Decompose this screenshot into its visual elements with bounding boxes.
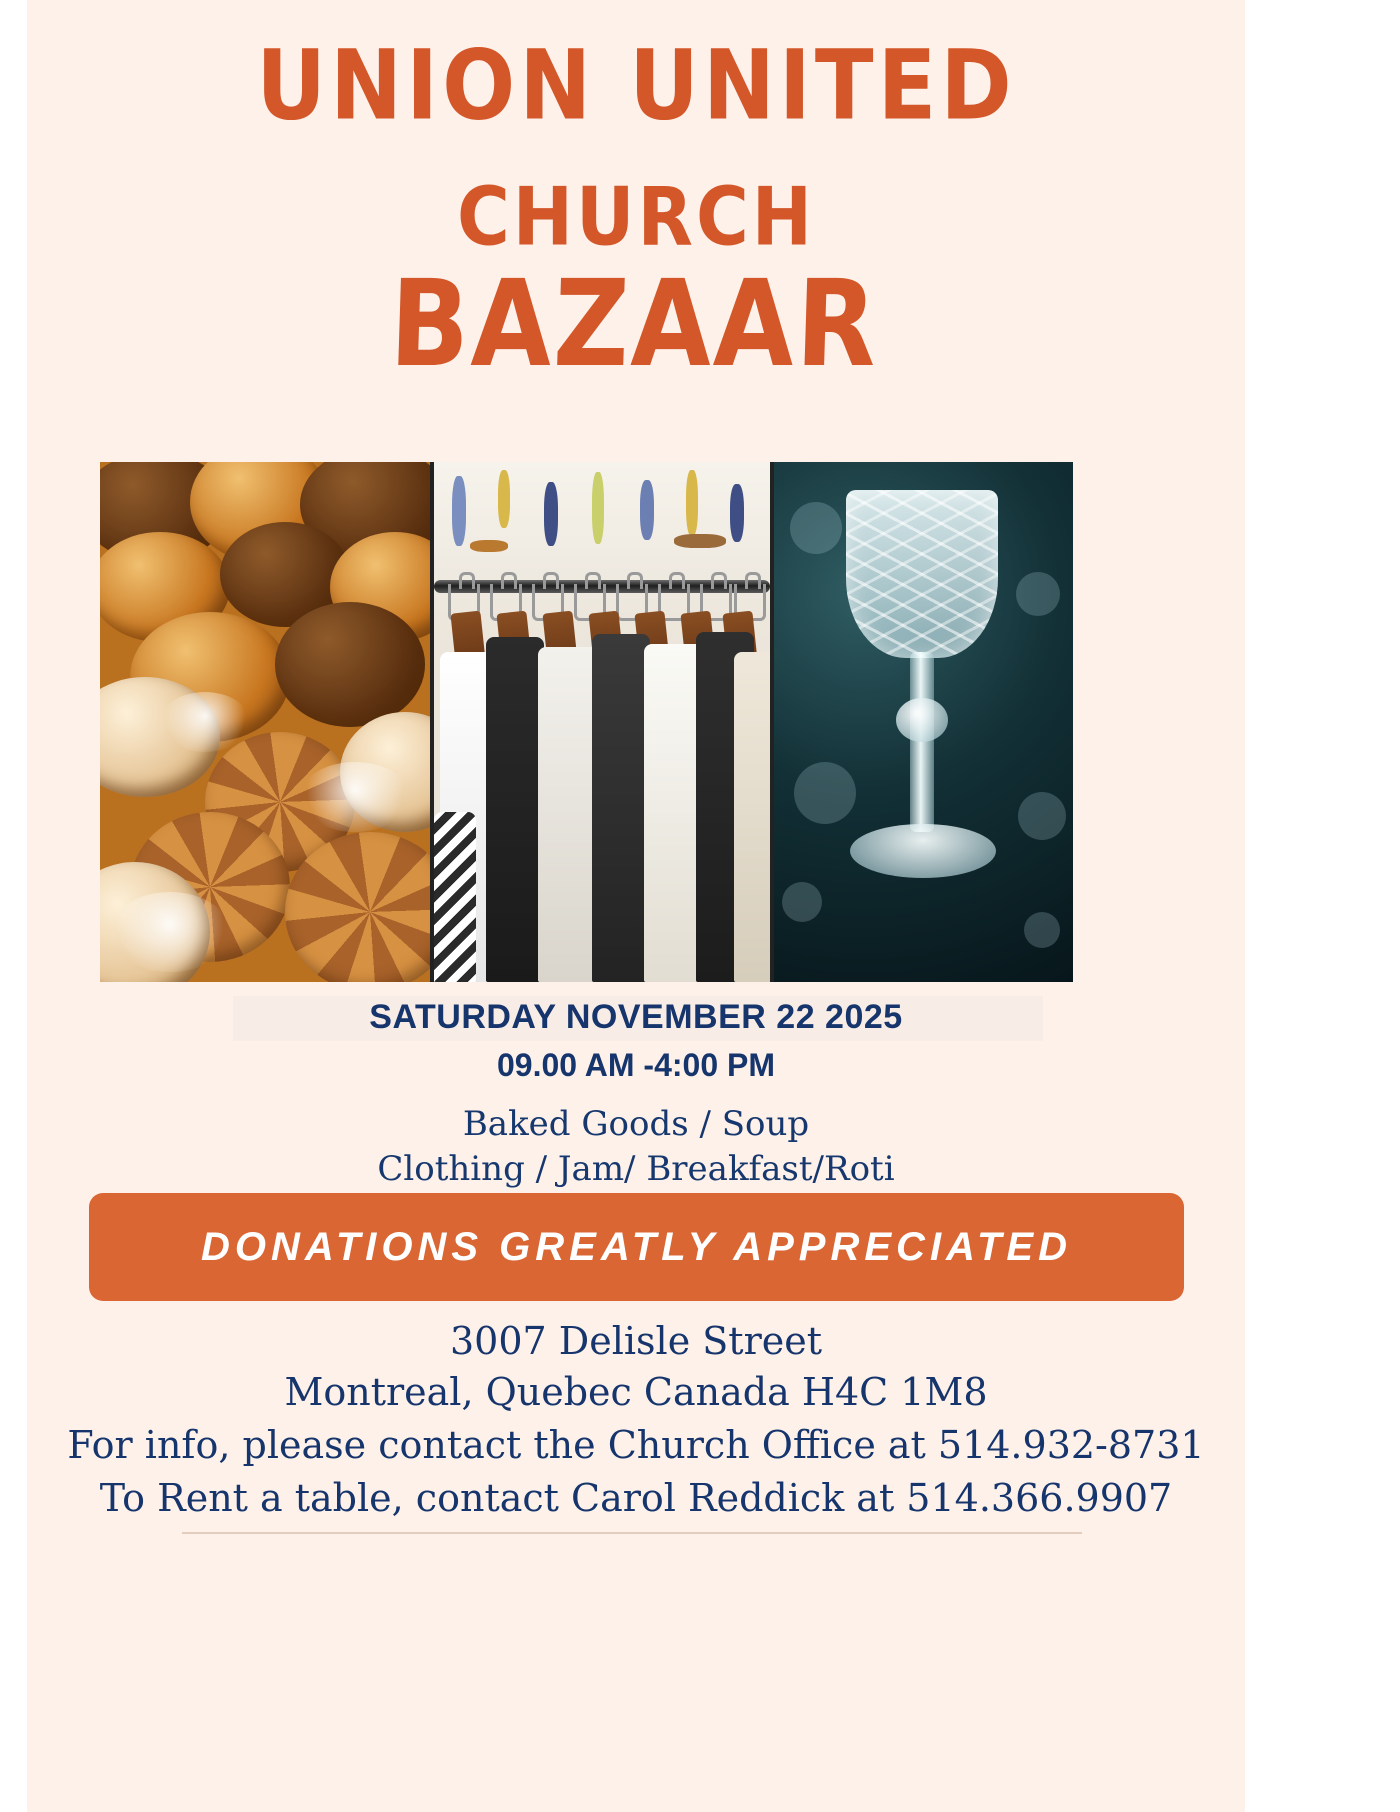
page-title-line-3: BAZAAR — [387, 253, 881, 394]
poster-canvas — [27, 0, 1245, 1812]
page-title-line-2: CHURCH — [456, 169, 816, 264]
address-city: Montreal, Quebec Canada H4C 1M8 — [284, 1369, 988, 1414]
event-items-line-1: Baked Goods / Soup — [462, 1104, 810, 1144]
page-title-line-1: UNION UNITED — [256, 30, 1016, 143]
event-items-line-2: Clothing / Jam/ Breakfast/Roti — [377, 1148, 895, 1189]
donations-banner-text: DONATIONS GREATLY APPRECIATED — [201, 1224, 1072, 1269]
footer-divider — [182, 1532, 1082, 1534]
event-date: SATURDAY NOVEMBER 22 2025 — [369, 998, 903, 1036]
event-details — [27, 998, 1245, 1192]
table-rental-line: To Rent a table, contact Carol Reddick at 514.366.9907 — [99, 1475, 1173, 1520]
contact-info-line: For info, please contact the Church Office at 514.932-8731 — [67, 1422, 1205, 1467]
poster-title-block — [27, 0, 1245, 394]
clothing-rack-photo — [434, 462, 770, 982]
event-time: 09.00 AM -4:00 PM — [496, 1047, 776, 1083]
address-block — [27, 1316, 1245, 1524]
baked-goods-photo — [100, 462, 430, 982]
address-street: 3007 Delisle Street — [450, 1319, 822, 1363]
donations-banner — [89, 1193, 1184, 1301]
glassware-photo — [774, 462, 1073, 982]
photo-strip — [100, 462, 1073, 982]
